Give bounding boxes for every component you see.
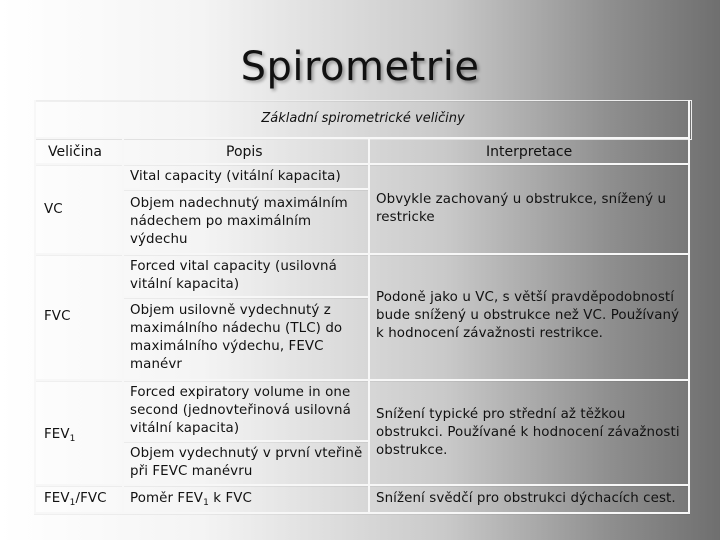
description-detail-vc: Objem nadechnutý maximálním nádechem po maximálním výdechu — [130, 196, 348, 247]
divider — [688, 100, 690, 514]
ratio-desc-pre: Poměr FEV — [130, 491, 204, 506]
description-detail-fvc: Objem usilovně vydechnutý z maximálního nádechu (TLC) do maximálního výdechu, FEVC manévr — [130, 303, 343, 372]
divider — [34, 484, 690, 486]
quantity-fev1-fvc — [44, 490, 107, 512]
quantity-fev1-subscript: 1 — [69, 434, 76, 444]
description-fev1-fvc — [130, 490, 366, 512]
quantity-vc: VC — [44, 202, 63, 217]
description-detail-fev1: Objem vydechnutý v první vteřině při FEVC manévru — [130, 446, 363, 479]
interpretation-vc: Obvykle zachovaný u obstrukce, snížený u restricke — [376, 192, 667, 225]
description-name-fev1: Forced expiratory volume in one second (jednovteřinová usilovná vitální kapacita) — [130, 385, 351, 436]
quantity-fev1-base: FEV — [44, 427, 70, 442]
interpretation-fev1-fvc: Snížení svědčí pro obstrukci dýchacích cest. — [376, 491, 676, 506]
ratio-desc-subscript: 1 — [203, 498, 209, 508]
divider — [122, 137, 124, 514]
spirometry-table — [34, 100, 690, 514]
description-name-vc: Vital capacity (vitální kapacita) — [130, 169, 341, 184]
header-quantity: Veličina — [48, 144, 102, 160]
divider — [34, 379, 690, 381]
header-description: Popis — [226, 144, 263, 160]
divider — [368, 137, 370, 514]
interpretation-fev1: Snížení typické pro střední až těžkou obstrukci. Používané k hodnocení závažnosti obstrukce. — [376, 407, 680, 458]
divider — [34, 253, 690, 255]
description-name-fvc: Forced vital capacity (usilovná vitální kapacita) — [130, 259, 337, 292]
quantity-fev1 — [44, 426, 75, 448]
quantity-ratio-tail: /FVC — [75, 491, 107, 506]
divider — [34, 512, 690, 514]
divider — [122, 440, 368, 442]
divider — [34, 163, 690, 165]
header-interpretation: Interpretace — [486, 144, 573, 160]
quantity-fvc: FVC — [44, 309, 71, 324]
divider — [122, 188, 368, 190]
divider — [122, 296, 368, 298]
quantity-ratio-base: FEV — [44, 491, 70, 506]
divider — [34, 137, 690, 139]
ratio-desc-post: k FVC — [208, 491, 252, 506]
interpretation-fvc: Podoně jako u VC, s větší pravděpodobností bude snížený u obstrukce než VC. Používaný k hodnocení závažnosti restrikce. — [376, 290, 680, 341]
table-caption: Základní spirometrické veličiny — [261, 111, 465, 126]
table-caption-cell — [34, 100, 692, 140]
quantity-ratio-subscript: 1 — [69, 498, 76, 508]
divider — [34, 100, 36, 514]
slide-title: Spirometrie — [240, 44, 480, 90]
